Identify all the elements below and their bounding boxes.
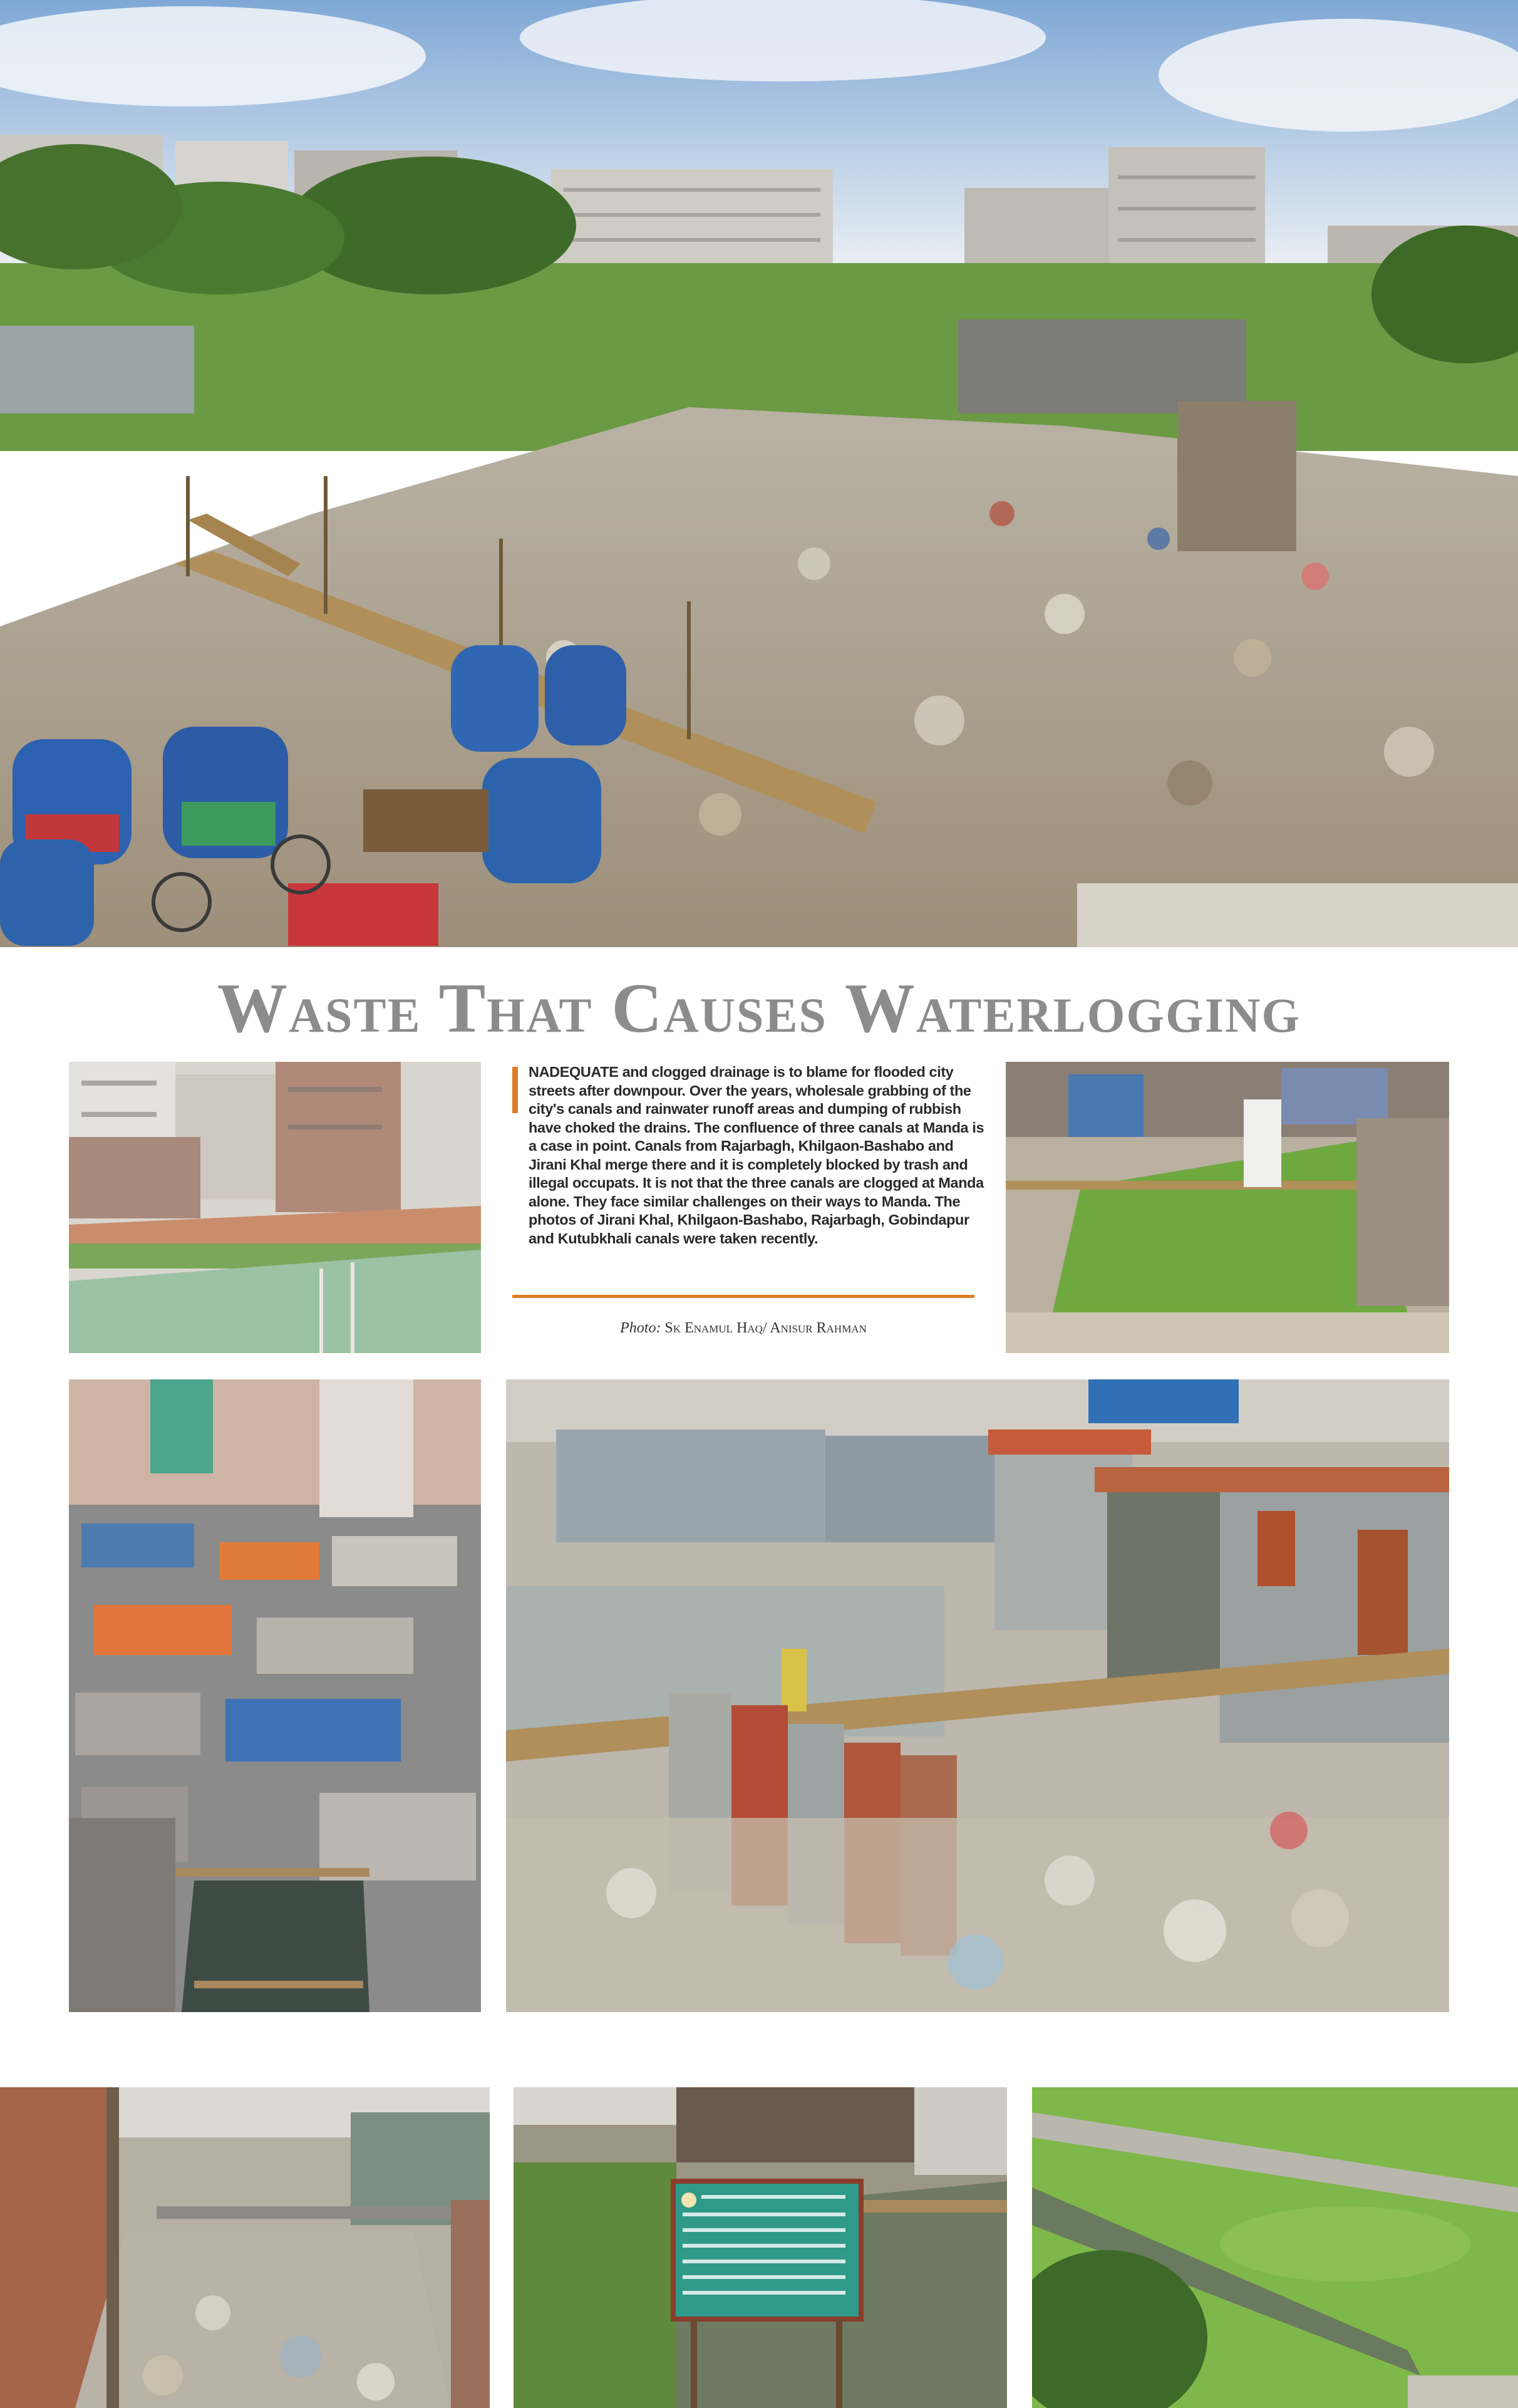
story-body (529, 1063, 992, 1248)
photo-slum-along-canal (69, 1379, 481, 2012)
photo-canal-with-signboard (514, 2087, 1007, 2408)
photo-credit (512, 1320, 974, 1337)
photo-overgrown-grassy-canal (1032, 2087, 1518, 2408)
story-block (512, 1063, 984, 1351)
photo-tin-shacks-over-garbage (506, 1379, 1449, 2012)
headline: Waste That Causes Waterlogging (217, 970, 1301, 1047)
photo-garbage-canal-brick-walls (0, 2087, 490, 2408)
photo-credit-names: Sk Enamul Haq/ Anisur Rahman (664, 1320, 867, 1336)
photo-bamboo-bridge-grassy-canal (1006, 1062, 1449, 1353)
photo-canal-residential-buildings (69, 1062, 481, 1353)
story-divider-rule (512, 1295, 974, 1298)
story-text: and clogged drainage is to blame for flooded city streets after downpour. Over the years, wholesale grabbing of the city's canals and rainwater runoff areas and dumping of rubbish have choked the drains. The confluence of three canals at Manda is a case in point. Canals from Rajarbagh, Khilgaon-Bashabo and Jirani Khal merge there and it is completely blocked by trash and illegal occupats. It is not that the three canals are clogged at Manda alone. They face similar challenges on their ways to Manda. The photos of Jirani Khal, Khilgaon-Bashabo, Rajarbagh, Gobindapur and Kutubkhali canals were taken recently. (529, 1064, 984, 1247)
drop-cap-bar (512, 1067, 518, 1113)
story-lead-word: NADEQUATE (529, 1064, 619, 1080)
hero-photo-garbage-canal-rickshaws (0, 0, 1518, 947)
photo-credit-label: Photo: (620, 1320, 661, 1336)
